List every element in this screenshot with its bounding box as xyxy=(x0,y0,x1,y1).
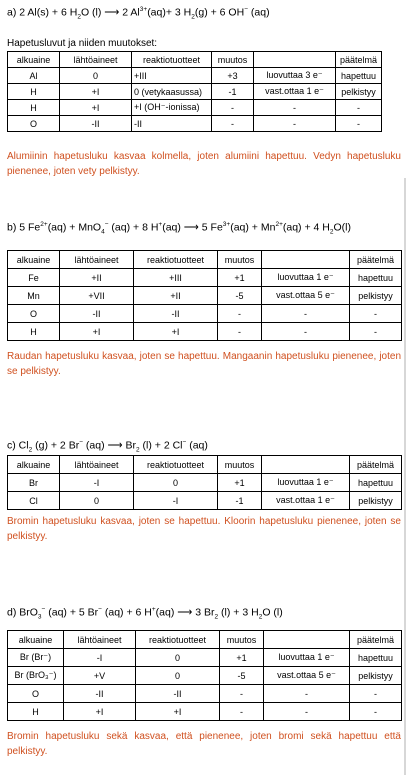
table-cell: - xyxy=(264,685,350,703)
table-cell: 0 xyxy=(134,474,218,492)
table-cell: -II xyxy=(64,685,136,703)
table-cell: H xyxy=(8,323,60,341)
table-header-cell xyxy=(262,456,350,474)
table-cell: - xyxy=(220,703,264,721)
table-header-cell: päätelmä xyxy=(336,52,382,68)
table-cell: -5 xyxy=(220,667,264,685)
table-d xyxy=(7,630,402,721)
table-cell: Br (BrO₃⁻) xyxy=(8,667,64,685)
table-row xyxy=(8,492,402,510)
table-cell: - xyxy=(350,323,402,341)
table-cell: +II xyxy=(60,269,134,287)
table-cell: 0 xyxy=(136,667,220,685)
table-header-cell xyxy=(264,631,350,649)
conclusion-b: Raudan hapetusluku kasvaa, joten se hapettuu. Mangaanin hapetusluku pienenee, joten se pelkistyy. xyxy=(7,351,401,377)
table-cell: 0 xyxy=(136,649,220,667)
table-cell: H xyxy=(8,703,64,721)
table-row xyxy=(8,667,402,685)
table-b xyxy=(7,250,402,341)
table-cell: - xyxy=(262,323,350,341)
table-cell: - xyxy=(212,100,254,116)
table-cell: Al xyxy=(8,68,60,84)
table-cell: Cl xyxy=(8,492,60,510)
table-cell: +V xyxy=(64,667,136,685)
scroll-rule xyxy=(404,600,406,775)
table-cell: +1 xyxy=(220,649,264,667)
table-cell: O xyxy=(8,685,64,703)
table-cell: pelkistyy xyxy=(350,287,402,305)
table-cell: luovuttaa 1 e⁻ xyxy=(262,269,350,287)
table-cell: +I xyxy=(136,703,220,721)
table-cell: 0 xyxy=(60,492,134,510)
table-row xyxy=(8,269,402,287)
table-cell: O xyxy=(8,305,60,323)
table-cell: -1 xyxy=(212,84,254,100)
table-cell: vast.ottaa 5 e⁻ xyxy=(262,287,350,305)
table-cell: vast.ottaa 1 e⁻ xyxy=(254,84,336,100)
table-header-cell: muutos xyxy=(212,52,254,68)
table-cell: - xyxy=(336,100,382,116)
table-cell: +I xyxy=(134,323,218,341)
table-cell: 0 (vetykaasussa) xyxy=(132,84,212,100)
table-cell: - xyxy=(350,703,402,721)
table-cell: - xyxy=(218,323,262,341)
table-header-cell: lähtöaineet xyxy=(60,251,134,269)
table-cell: hapettuu xyxy=(336,68,382,84)
table-cell: -5 xyxy=(218,287,262,305)
table-row xyxy=(8,116,382,132)
table-header-cell: reaktiotuotteet xyxy=(136,631,220,649)
table-header-cell: reaktiotuotteet xyxy=(134,251,218,269)
table-cell: hapettuu xyxy=(350,649,402,667)
table-cell: - xyxy=(350,305,402,323)
table-cell: -I xyxy=(64,649,136,667)
table-cell: +I xyxy=(64,703,136,721)
table-header-cell: lähtöaineet xyxy=(64,631,136,649)
table-cell: H xyxy=(8,100,60,116)
table-cell: 0 xyxy=(60,68,132,84)
table-cell: luovuttaa 1 e⁻ xyxy=(262,474,350,492)
table-row xyxy=(8,305,402,323)
table-header-cell xyxy=(262,251,350,269)
table-cell: - xyxy=(218,305,262,323)
table-row xyxy=(8,287,402,305)
table-cell: pelkistyy xyxy=(350,667,402,685)
table-cell: -II xyxy=(60,116,132,132)
table-cell: +II xyxy=(134,287,218,305)
table-header-row xyxy=(8,456,402,474)
table-cell: +3 xyxy=(212,68,254,84)
table-header-cell: päätelmä xyxy=(350,631,402,649)
table-header-row xyxy=(8,631,402,649)
equation-d: d) BrO$_3$− (aq) + 5 Br− (aq) + 6 H+(aq) ⟶ 3 $Br_2$ (l) + 3 $H_2O$ (l) xyxy=(7,606,283,621)
table-cell: luovuttaa 3 e⁻ xyxy=(254,68,336,84)
table-cell: pelkistyy xyxy=(350,492,402,510)
table-header-cell: lähtöaineet xyxy=(60,52,132,68)
section-title: Hapetusluvut ja niiden muutokset: xyxy=(7,38,158,49)
table-cell: -I xyxy=(60,474,134,492)
table-row xyxy=(8,323,402,341)
table-header-row xyxy=(8,52,382,68)
table-header-row xyxy=(8,251,402,269)
table-cell: -II xyxy=(132,116,212,132)
table-a xyxy=(7,51,382,132)
table-cell: hapettuu xyxy=(350,474,402,492)
table-cell: Br xyxy=(8,474,60,492)
table-cell: - xyxy=(212,116,254,132)
table-header-cell xyxy=(254,52,336,68)
table-cell: -II xyxy=(60,305,134,323)
table-cell: +I (OH⁻-ionissa) xyxy=(132,100,212,116)
table-row xyxy=(8,474,402,492)
table-header-cell: alkuaine xyxy=(8,52,60,68)
table-cell: vast.ottaa 1 e⁻ xyxy=(262,492,350,510)
table-cell: H xyxy=(8,84,60,100)
table-cell: -II xyxy=(134,305,218,323)
table-cell: +I xyxy=(60,84,132,100)
table-row xyxy=(8,703,402,721)
table-cell: O xyxy=(8,116,60,132)
table-cell: Fe xyxy=(8,269,60,287)
conclusion-c: Bromin hapetusluku kasvaa, joten se hapettuu. Kloorin hapetusluku pienenee, joten se pelkistyy. xyxy=(7,516,401,542)
scroll-rule xyxy=(404,416,406,600)
table-header-cell: alkuaine xyxy=(8,251,60,269)
table-cell: vast.ottaa 5 e⁻ xyxy=(264,667,350,685)
table-cell: +I xyxy=(60,323,134,341)
table-cell: hapettuu xyxy=(350,269,402,287)
table-cell: -I xyxy=(134,492,218,510)
table-row xyxy=(8,68,382,84)
table-cell: -1 xyxy=(218,492,262,510)
table-header-cell: muutos xyxy=(218,251,262,269)
table-header-cell: alkuaine xyxy=(8,631,64,649)
table-cell: - xyxy=(262,305,350,323)
table-row xyxy=(8,100,382,116)
table-header-cell: muutos xyxy=(220,631,264,649)
table-cell: - xyxy=(350,685,402,703)
table-header-cell: päätelmä xyxy=(350,456,402,474)
table-header-cell: reaktiotuotteet xyxy=(134,456,218,474)
table-c xyxy=(7,455,402,510)
table-cell: - xyxy=(254,100,336,116)
equation-a: a) 2 Al(s) + 6 $H_2O$ (l) ⟶ 2 $Al^{3+}(aq)+ 3$ $H_2(g) + 6$ OH− (aq) xyxy=(7,6,270,21)
table-cell: luovuttaa 1 e⁻ xyxy=(264,649,350,667)
conclusion-a: Alumiinin hapetusluku kasvaa kolmella, joten alumiini hapettuu. Vedyn hapetusluku pienenee, joten vety pelkistyy. xyxy=(7,151,401,177)
equation-c: c) $Cl_2$ (g) + 2 Br− (aq) ⟶ $Br_2$ (l) + 2 Cl− (aq) xyxy=(7,439,208,454)
table-cell: - xyxy=(264,703,350,721)
table-row xyxy=(8,649,402,667)
table-row xyxy=(8,685,402,703)
table-cell: Br (Br⁻) xyxy=(8,649,64,667)
table-cell: Mn xyxy=(8,287,60,305)
table-header-cell: reaktiotuotteet xyxy=(132,52,212,68)
table-cell: - xyxy=(336,116,382,132)
table-header-cell: päätelmä xyxy=(350,251,402,269)
table-cell: +III xyxy=(134,269,218,287)
table-row xyxy=(8,84,382,100)
table-cell: +I xyxy=(60,100,132,116)
conclusion-d: Bromin hapetusluku sekä kasvaa, että pienenee, joten bromi sekä hapettuu että pelkistyy. xyxy=(7,731,401,757)
table-cell: +1 xyxy=(218,474,262,492)
table-header-cell: lähtöaineet xyxy=(60,456,134,474)
table-cell: pelkistyy xyxy=(336,84,382,100)
scroll-rule xyxy=(404,178,406,416)
equation-b: b) 5 $Fe^{2+}(aq) + MnO_4^-$ (aq) + 8 H+(aq) ⟶ 5 $Fe^{3+}(aq) + Mn^{2+}(aq) + 4$ $H_2O(l)$ xyxy=(7,221,351,236)
table-cell: +VII xyxy=(60,287,134,305)
table-header-cell: muutos xyxy=(218,456,262,474)
table-cell: +1 xyxy=(218,269,262,287)
table-header-cell: alkuaine xyxy=(8,456,60,474)
table-cell: -II xyxy=(136,685,220,703)
table-cell: - xyxy=(254,116,336,132)
table-cell: +III xyxy=(132,68,212,84)
table-cell: - xyxy=(220,685,264,703)
